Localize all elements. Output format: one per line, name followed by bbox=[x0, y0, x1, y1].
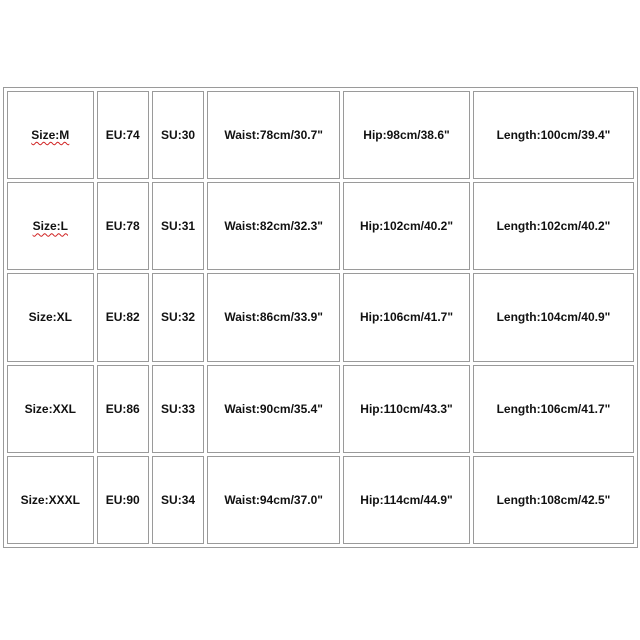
length-cell: Length:108cm/42.5" bbox=[473, 456, 634, 544]
su-cell: SU:32 bbox=[152, 273, 204, 361]
waist-cell: Waist:78cm/30.7" bbox=[207, 91, 340, 179]
hip-cell: Hip:110cm/43.3" bbox=[343, 365, 470, 453]
size-cell bbox=[7, 182, 94, 270]
size-label: Size:M bbox=[31, 128, 70, 143]
length-cell: Length:104cm/40.9" bbox=[473, 273, 634, 361]
table-row bbox=[7, 182, 634, 270]
hip-cell: Hip:106cm/41.7" bbox=[343, 273, 470, 361]
size-label: Size:XXL bbox=[24, 401, 76, 416]
table-row bbox=[7, 456, 634, 544]
length-cell: Length:102cm/40.2" bbox=[473, 182, 634, 270]
size-label: Size:XL bbox=[28, 310, 72, 325]
size-cell bbox=[7, 273, 94, 361]
eu-cell: EU:82 bbox=[97, 273, 149, 361]
su-cell: SU:30 bbox=[152, 91, 204, 179]
length-cell: Length:100cm/39.4" bbox=[473, 91, 634, 179]
su-cell: SU:33 bbox=[152, 365, 204, 453]
size-cell bbox=[7, 91, 94, 179]
waist-cell: Waist:90cm/35.4" bbox=[207, 365, 340, 453]
size-cell bbox=[7, 456, 94, 544]
hip-cell: Hip:98cm/38.6" bbox=[343, 91, 470, 179]
eu-cell: EU:74 bbox=[97, 91, 149, 179]
table-row bbox=[7, 273, 634, 361]
eu-cell: EU:78 bbox=[97, 182, 149, 270]
waist-cell: Waist:94cm/37.0" bbox=[207, 456, 340, 544]
waist-cell: Waist:86cm/33.9" bbox=[207, 273, 340, 361]
su-cell: SU:34 bbox=[152, 456, 204, 544]
length-cell: Length:106cm/41.7" bbox=[473, 365, 634, 453]
eu-cell: EU:86 bbox=[97, 365, 149, 453]
size-chart-table bbox=[3, 87, 638, 548]
size-label: Size:L bbox=[32, 219, 68, 234]
table-row bbox=[7, 91, 634, 179]
hip-cell: Hip:114cm/44.9" bbox=[343, 456, 470, 544]
size-label: Size:XXXL bbox=[20, 492, 80, 507]
eu-cell: EU:90 bbox=[97, 456, 149, 544]
table-row bbox=[7, 365, 634, 453]
waist-cell: Waist:82cm/32.3" bbox=[207, 182, 340, 270]
hip-cell: Hip:102cm/40.2" bbox=[343, 182, 470, 270]
su-cell: SU:31 bbox=[152, 182, 204, 270]
size-cell bbox=[7, 365, 94, 453]
